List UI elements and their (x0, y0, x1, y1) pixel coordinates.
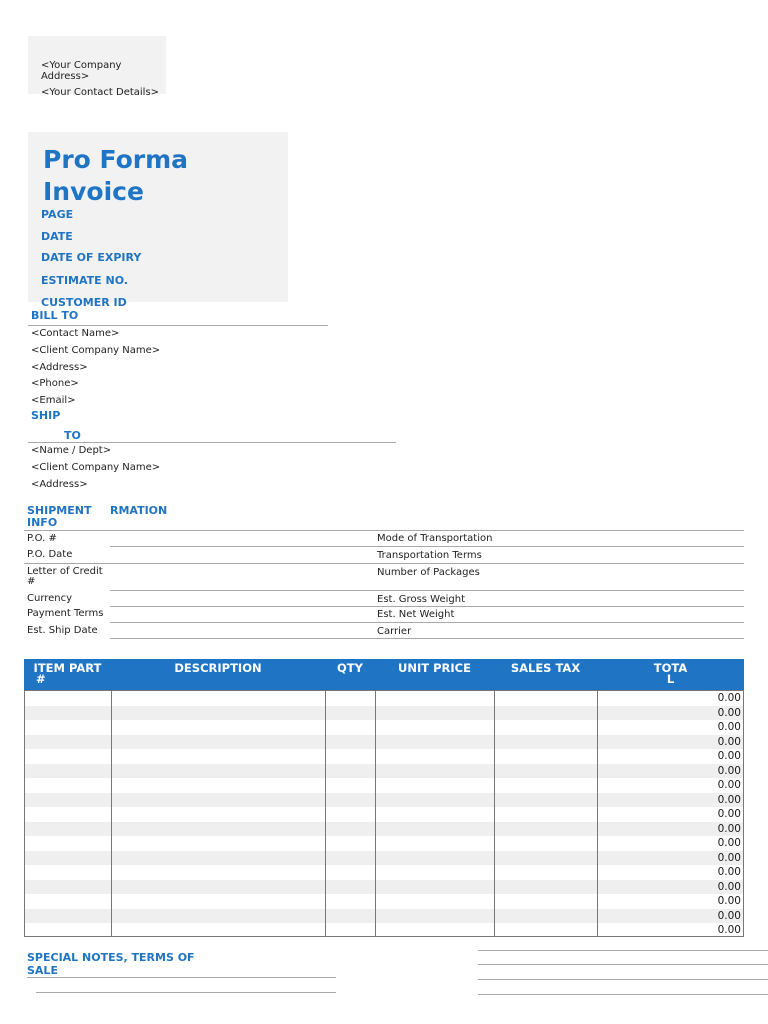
column-divider (111, 691, 112, 936)
row-total-value: 0.00 (717, 808, 741, 820)
row-total-value: 0.00 (717, 721, 741, 733)
header-total-line2: L (666, 672, 675, 686)
ship-to-heading-line2: TO (64, 429, 81, 442)
bill-to-rule (28, 325, 328, 326)
row-total-value: 0.00 (717, 924, 741, 936)
row-total-value: 0.00 (717, 706, 741, 719)
shipment-rule-5 (110, 622, 744, 623)
meta-label-date-of-expiry: DATE OF EXPIRY (41, 251, 142, 264)
row-total-value: 0.00 (717, 851, 741, 864)
shipment-number-of-packages-label: Number of Packages (377, 567, 480, 578)
shipment-letter-of-credit-hash: # (27, 576, 36, 587)
row-total-value: 0.00 (717, 895, 741, 907)
company-address-box (28, 36, 166, 98)
table-row (25, 894, 743, 909)
header-qty: QTY (337, 661, 363, 675)
shipment-letter-of-credit-label: Letter of Credit (27, 566, 103, 577)
summary-rule-3 (478, 979, 768, 980)
shipment-rule-1 (110, 546, 744, 547)
special-notes-heading-line2: SALE (27, 964, 58, 977)
column-divider (325, 691, 326, 936)
title-line2: Invoice (43, 177, 144, 206)
table-row (25, 880, 743, 895)
header-total-line1: TOTA (653, 661, 688, 675)
table-row (25, 778, 743, 793)
notes-rule-2 (36, 992, 336, 993)
row-total-value: 0.00 (717, 793, 741, 806)
company-address-line2: Address> (41, 71, 90, 82)
ship-to-heading-line1: SHIP (31, 409, 61, 422)
header-sales-tax: SALES TAX (510, 661, 581, 675)
row-total-value: 0.00 (717, 822, 741, 835)
table-row (25, 793, 743, 808)
table-row (25, 865, 743, 880)
table-row (25, 691, 743, 706)
row-total-value: 0.00 (717, 750, 741, 762)
header-total (597, 663, 744, 685)
company-address-line1: <Your Company (41, 60, 122, 71)
summary-rule-1 (478, 950, 768, 951)
shipment-top-rule (24, 530, 744, 531)
header-description: DESCRIPTION (174, 661, 262, 675)
row-total-value: 0.00 (717, 735, 741, 748)
table-row (25, 807, 743, 822)
shipment-currency-label: Currency (27, 593, 73, 604)
shipment-po-number-label: P.O. # (27, 533, 57, 544)
ship-to-company-name: <Client Company Name> (31, 462, 161, 473)
meta-label-page: PAGE (41, 208, 74, 221)
title-line1: Pro Forma (43, 145, 189, 174)
shipment-rule-4 (110, 606, 744, 607)
item-table-body (24, 690, 744, 937)
table-row (25, 764, 743, 779)
shipment-heading-c: INFO (27, 516, 58, 529)
shipment-rule-6 (110, 638, 744, 639)
meta-label-customer-id: CUSTOMER ID (41, 296, 127, 309)
column-divider (375, 691, 376, 936)
header-item-part (24, 663, 111, 685)
row-total-value: 0.00 (717, 692, 741, 704)
shipment-carrier-label: Carrier (377, 626, 412, 637)
row-total-value: 0.00 (717, 837, 741, 849)
row-total-value: 0.00 (717, 880, 741, 893)
shipment-est-net-weight-label: Est. Net Weight (377, 609, 455, 620)
table-row (25, 923, 743, 938)
page-title (43, 144, 188, 208)
shipment-po-date-label: P.O. Date (27, 549, 73, 560)
row-total-value: 0.00 (717, 779, 741, 791)
table-row (25, 720, 743, 735)
shipment-est-gross-weight-label: Est. Gross Weight (377, 594, 466, 605)
ship-to-rule (28, 442, 396, 443)
shipment-est-ship-date-label: Est. Ship Date (27, 625, 98, 636)
column-divider (597, 691, 598, 936)
bill-to-address: <Address> (31, 362, 88, 373)
header-unit-price: UNIT PRICE (398, 661, 471, 675)
header-item-part-line1: ITEM PART (33, 661, 102, 675)
company-contact: <Your Contact Details> (41, 87, 160, 98)
bill-to-contact-name: <Contact Name> (31, 328, 120, 339)
meta-label-date: DATE (41, 230, 73, 243)
column-divider (494, 691, 495, 936)
shipment-payment-terms-label: Payment Terms (27, 608, 104, 619)
row-total-value: 0.00 (717, 866, 741, 878)
table-row (25, 836, 743, 851)
shipment-heading-b: RMATION (110, 504, 168, 517)
ship-to-name-dept: <Name / Dept> (31, 445, 112, 456)
bill-to-heading: BILL TO (31, 309, 79, 322)
bill-to-email: <Email> (31, 395, 76, 406)
table-row (25, 735, 743, 750)
shipment-rule-3 (110, 590, 744, 591)
shipment-transportation-terms-label: Transportation Terms (377, 550, 482, 561)
row-total-value: 0.00 (717, 909, 741, 922)
table-row (25, 706, 743, 721)
meta-label-estimate-no: ESTIMATE NO. (41, 274, 128, 287)
table-row (25, 822, 743, 837)
shipment-heading-a: SHIPMENT (27, 504, 92, 517)
bill-to-company-name: <Client Company Name> (31, 345, 161, 356)
special-notes-heading-line1: SPECIAL NOTES, TERMS OF (27, 951, 195, 964)
item-table-header (24, 659, 744, 690)
table-row (25, 851, 743, 866)
summary-rule-2 (478, 964, 768, 965)
notes-rule-1 (27, 977, 336, 978)
ship-to-address: <Address> (31, 479, 88, 490)
bill-to-phone: <Phone> (31, 378, 79, 389)
table-row (25, 909, 743, 924)
table-row (25, 749, 743, 764)
shipment-rule-2 (24, 563, 744, 564)
header-item-part-line2: # (36, 672, 46, 686)
shipment-mode-of-transportation-label: Mode of Transportation (377, 533, 493, 544)
summary-rule-4 (478, 994, 768, 995)
row-total-value: 0.00 (717, 764, 741, 777)
